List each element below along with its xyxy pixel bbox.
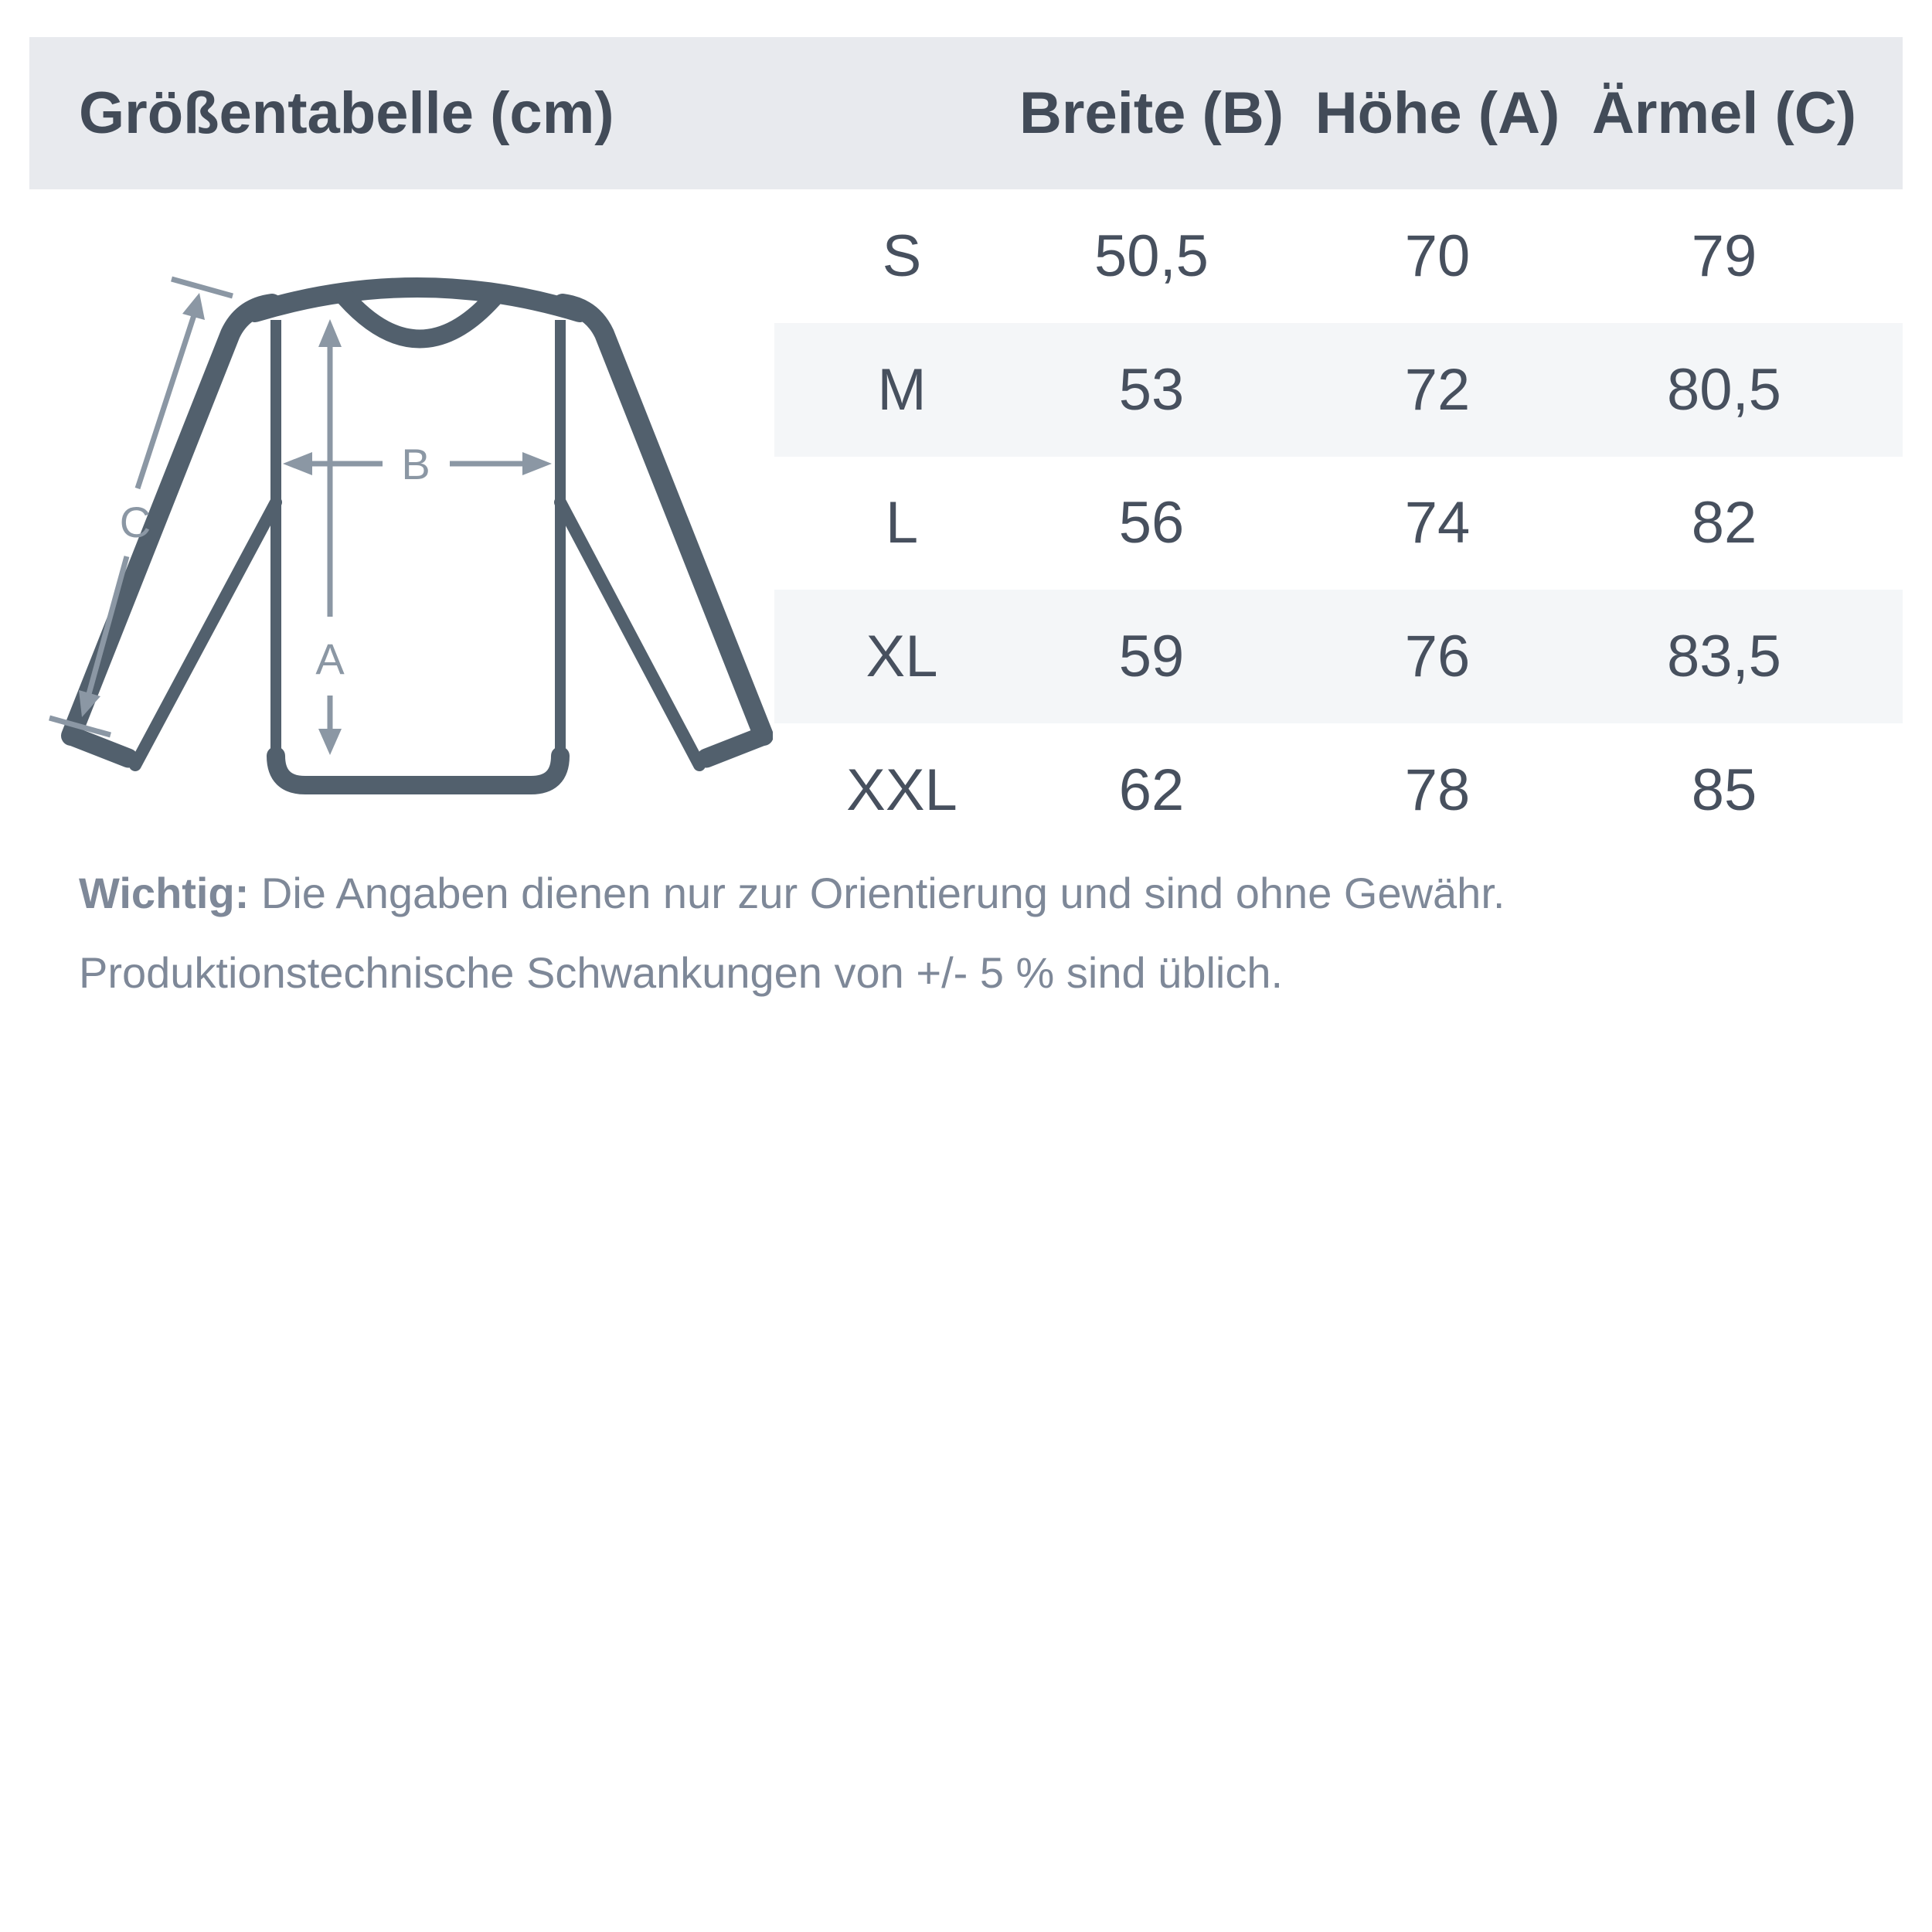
column-header-row [774,37,1903,189]
note-text [79,853,1887,1012]
hoehe-cell: 74 [1404,490,1471,556]
breite-cell: 50,5 [1094,223,1209,289]
hoehe-cell: 76 [1404,624,1471,690]
table-row [774,590,1903,723]
column-header-hoehe: Höhe (A) [1315,80,1560,146]
hoehe-cell: 72 [1404,356,1471,423]
table-row [774,457,1903,590]
breite-cell: 53 [1118,356,1185,423]
breite-cell: 62 [1118,757,1185,824]
column-header-spacer [774,37,1029,189]
label-b: B [401,440,430,488]
note-line2: Produktionstechnische Schwankungen von +/- 5 % sind üblich. [79,948,1284,997]
note-line1: Die Angaben dienen nur zur Orientierung und sind ohne Gewähr. [260,869,1505,917]
label-a: A [315,634,345,683]
aermel-cell: 83,5 [1667,624,1781,690]
size-table [774,189,1903,857]
size-chart-title: Größentabelle (cm) [79,80,614,146]
aermel-cell: 82 [1691,490,1757,556]
column-header-aermel: Ärmel (C) [1591,80,1857,146]
sweater-icon [71,287,764,787]
size-cell: XXL [846,757,957,824]
breite-cell: 59 [1118,624,1185,690]
table-row [774,323,1903,457]
size-cell: M [877,356,927,423]
column-header-breite: Breite (B) [1019,80,1284,146]
size-cell: XL [866,624,938,690]
breite-cell: 56 [1118,490,1185,556]
size-cell: S [882,223,922,289]
size-cell: L [885,490,919,556]
aermel-cell: 80,5 [1667,356,1781,423]
table-row [774,189,1903,323]
aermel-cell: 85 [1691,757,1757,824]
size-chart-header [29,37,1903,189]
sweater-measurement-diagram [31,178,773,858]
label-c: C [119,498,151,546]
hoehe-cell: 78 [1404,757,1471,824]
hoehe-cell: 70 [1404,223,1471,289]
note-prefix: Wichtig: [79,869,250,917]
table-row [774,723,1903,857]
aermel-cell: 79 [1691,223,1757,289]
